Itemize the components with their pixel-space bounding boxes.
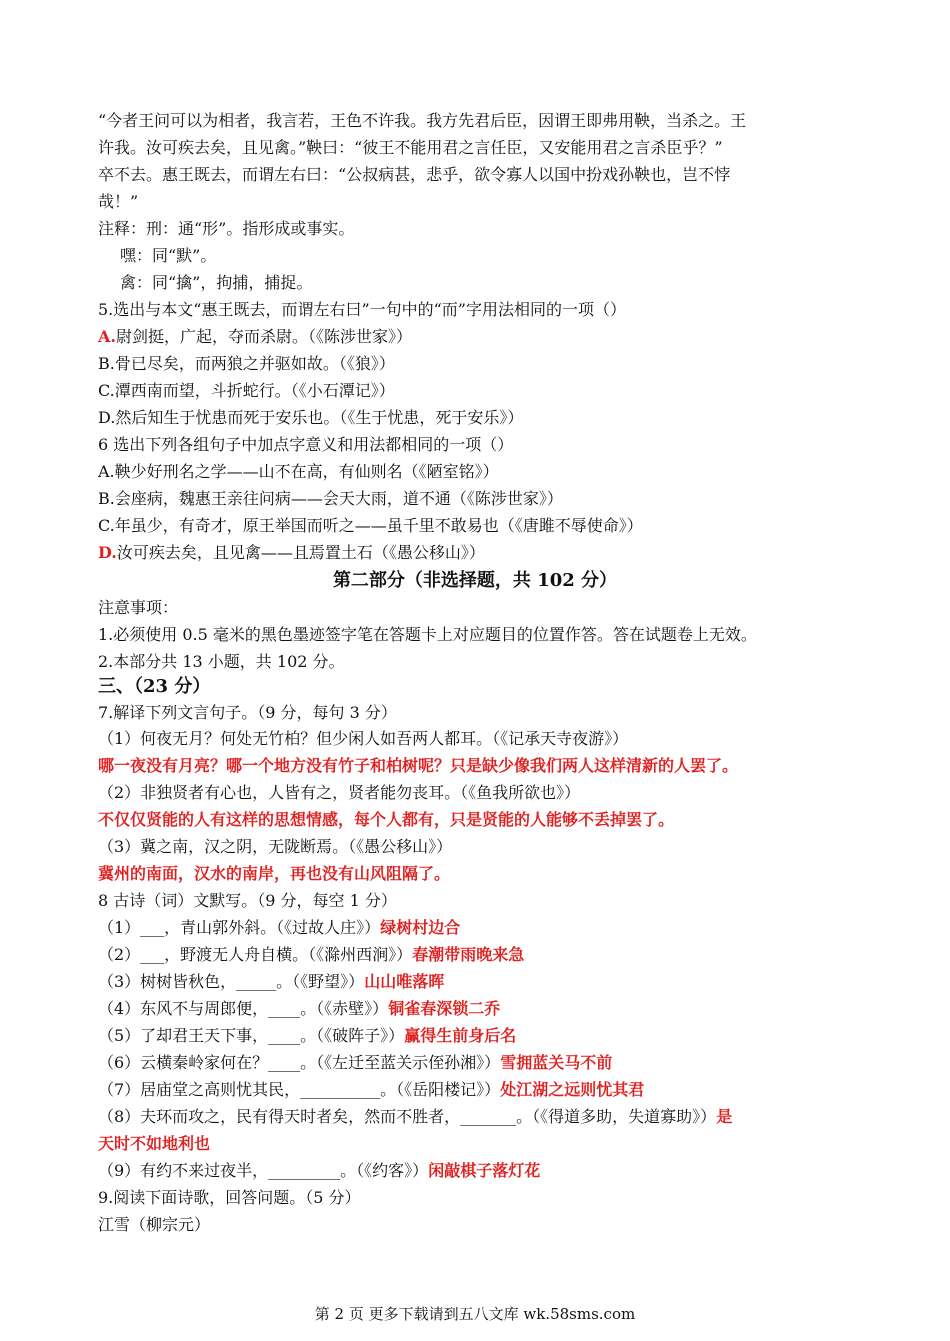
question-5-option-b: B.骨已尽矣，而两狼之并驱如故。（《狼》）	[98, 354, 395, 373]
question-8-item	[98, 1025, 516, 1047]
question-8-stem: 8 古诗（词）文默写。（9 分，每空 1 分）	[98, 891, 397, 910]
question-6-stem: 6 选出下列各组句子中加点字意义和用法都相同的一项（）	[98, 435, 514, 454]
question-6-option-b: B.会座病，魏惠王亲往问病——会天大雨，道不通（《陈涉世家》）	[98, 489, 563, 508]
question-6-option-a: A.鞅少好刑名之学——山不在高，有仙则名（《陋室铭》）	[98, 462, 499, 481]
item-prompt: （1）___，青山郭外斜。（《过故人庄》）	[98, 918, 381, 937]
question-8-item	[98, 944, 524, 966]
option-text: 汝可疾去矣，且见禽——且焉置土石（《愚公移山》）	[116, 543, 485, 562]
question-8-item	[98, 1079, 644, 1101]
answer-letter: A.	[98, 327, 116, 346]
part-2-title: 第二部分（非选择题，共 102 分）	[332, 570, 618, 591]
passage-line: “今者王问可以为相者，我言若，王色不许我。我方先君后臣，因谓王即弗用鞅，当杀之。王	[98, 111, 747, 130]
item-prompt: （9）有约不来过夜半，_________。（《约客》）	[98, 1161, 429, 1180]
notice-rule: 1.必须使用 0.5 毫米的黑色墨迹签字笔在答题卡上对应题目的位置作答。答在试题卷上无效。	[98, 625, 757, 644]
item-answer: 赢得生前身后名	[404, 1026, 517, 1045]
item-prompt: （6）云横秦岭家何在？____。（《左迁至蓝关示侄孙湘》）	[98, 1053, 501, 1072]
option-text: 尉剑挺，广起，夺而杀尉。（《陈涉世家》）	[115, 327, 412, 346]
item-answer: 处江湖之远则忧其君	[500, 1080, 645, 1099]
question-7-sentence: （3）冀之南，汉之阴，无陇断焉。（《愚公移山》）	[98, 837, 453, 856]
item-answer: 是	[716, 1107, 733, 1126]
question-8-item-continued	[98, 1133, 210, 1155]
item-prompt: （8）夫环而攻之，民有得天时者矣，然而不胜者，_______。（《得道多助，失道寡助》）	[98, 1107, 717, 1126]
note-line: 禽：同“擒”，拘捕，捕捉。	[120, 273, 313, 292]
passage-line: 卒不去。惠王既去，而谓左右曰：“公叔病甚，悲乎，欲令寡人以国中扮戏孙鞅也，岂不悖	[98, 165, 731, 184]
question-8-item	[98, 917, 460, 939]
question-7-sentence: （2）非独贤者有心也，人皆有之，贤者能勿丧耳。（《鱼我所欲也》）	[98, 783, 581, 802]
question-7-answer: 冀州的南面，汉水的南岸，再也没有山风阻隔了。	[98, 864, 451, 883]
note-line: 嘿：同“默”。	[120, 246, 217, 265]
notice-heading: 注意事项：	[98, 598, 179, 617]
question-8-item	[98, 1160, 540, 1182]
question-8-item	[98, 998, 500, 1020]
item-answer: 春潮带雨晚来急	[412, 945, 525, 964]
question-7-answer: 不仅仅贤能的人有这样的思想情感，每个人都有，只是贤能的人能够不丢掉罢了。	[98, 810, 675, 829]
item-prompt: （2）___，野渡无人舟自横。（《滁州西涧》）	[98, 945, 413, 964]
question-5-option-d: D.然后知生于忧患而死于安乐也。（《生于忧患，死于安乐》）	[98, 408, 524, 427]
question-6-option-d	[98, 542, 485, 564]
passage-line: 哉！”	[98, 192, 139, 211]
question-7-stem: 7.解译下列文言句子。（9 分，每句 3 分）	[98, 703, 397, 722]
question-6-option-c: C.年虽少，有奇才，原王举国而听之——虽千里不敢易也（《唐雎不辱使命》）	[98, 516, 643, 535]
section-3-title: 三、（23 分）	[98, 676, 211, 697]
passage-line: 许我。汝可疾去矣，且见禽。”鞅曰：“彼王不能用君之言任臣，又安能用君之言杀臣乎？”	[98, 138, 723, 157]
notice-rule: 2.本部分共 13 小题，共 102 分。	[98, 652, 345, 671]
note-line: 注释：刑：通“形”。指形成或事实。	[98, 219, 355, 238]
item-prompt: （3）树树皆秋色，_____。（《野望》）	[98, 972, 365, 991]
question-5-option-c: C.潭西南而望，斗折蛇行。（《小石潭记》）	[98, 381, 395, 400]
item-prompt: （4）东风不与周郎便，____。（《赤壁》）	[98, 999, 389, 1018]
question-7-sentence: （1）何夜无月？何处无竹柏？但少闲人如吾两人都耳。（《记承天寺夜游》）	[98, 729, 629, 748]
question-9-stem: 9.阅读下面诗歌，回答问题。（5 分）	[98, 1188, 361, 1207]
item-answer: 闲敲棋子落灯花	[428, 1161, 541, 1180]
question-5-stem: 5.选出与本文“惠王既去，而谓左右曰”一句中的“而”字用法相同的一项（）	[98, 300, 626, 319]
item-answer: 绿树村边合	[380, 918, 461, 937]
item-answer: 雪拥蓝关马不前	[500, 1053, 613, 1072]
question-8-item	[98, 1106, 732, 1128]
item-answer: 山山唯落晖	[364, 972, 445, 991]
question-5-option-a	[98, 326, 412, 348]
question-7-answer: 哪一夜没有月亮？哪一个地方没有竹子和柏树呢？只是缺少像我们两人这样清新的人罢了。	[98, 756, 739, 775]
item-answer: 铜雀春深锁二乔	[388, 999, 501, 1018]
answer-letter: D.	[98, 543, 117, 562]
item-prompt: （5）了却君王天下事，____。（《破阵子》）	[98, 1026, 405, 1045]
page-footer: 第 2 页 更多下载请到五八文库 wk.58sms.com	[314, 1305, 636, 1323]
item-prompt: （7）居庙堂之高则忧其民，__________。（《岳阳楼记》）	[98, 1080, 501, 1099]
question-8-item	[98, 971, 444, 993]
question-8-item	[98, 1052, 612, 1074]
item-answer: 天时不如地利也	[98, 1134, 211, 1153]
poem-title: 江雪（柳宗元）	[98, 1215, 211, 1234]
